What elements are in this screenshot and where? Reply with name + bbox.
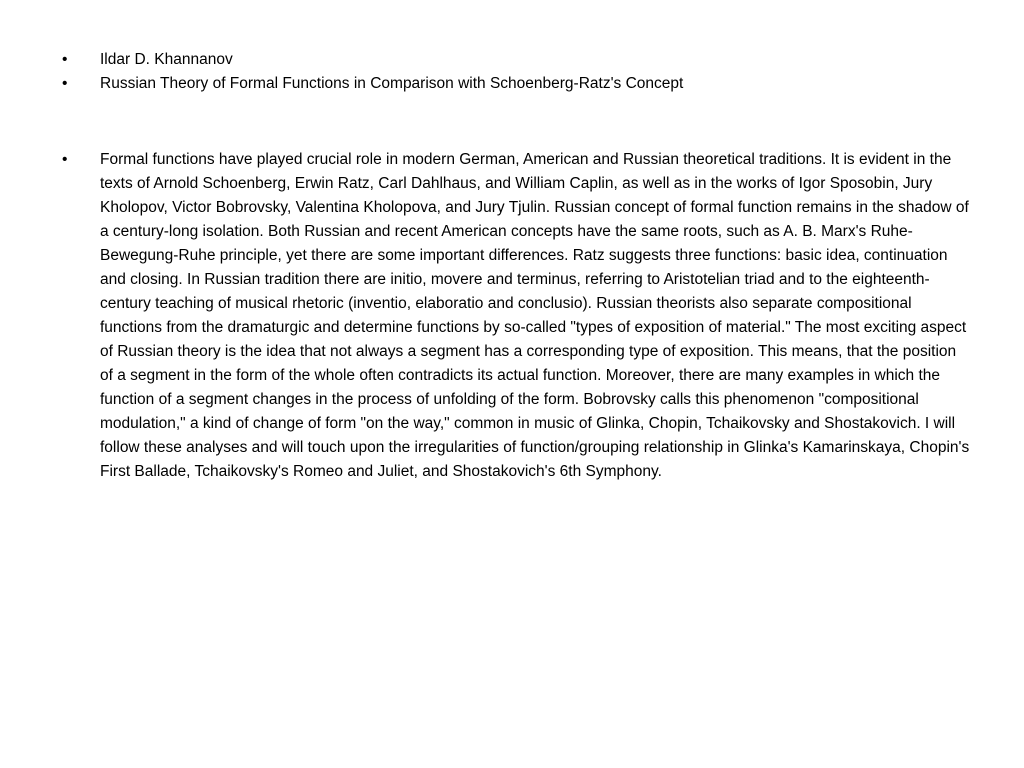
bullet-dot: • — [62, 75, 68, 92]
bullet-dot: • — [62, 51, 68, 68]
title-bullet — [62, 72, 720, 96]
bullet-list — [62, 48, 972, 484]
bullet-dot: • — [62, 151, 68, 168]
abstract-text: Formal functions have played crucial role in modern German, American and Russian theoretical traditions. It is evident in the texts of Arnold Schoenberg, Erwin Ratz, Carl Dahlhaus, and William Caplin, as well as in the works of Igor Sposobin, Jury Kholopov, Victor Bobrovsky, Valentina Kholopova, and Jury Tjulin. Russian concept of formal function remains in the shadow of a century-long isolation. Both Russian and recent American concepts have the same roots, such as A. B. Marx's Ruhe-Bewegung-Ruhe principle, yet there are some important differences. Ratz suggests three functions: basic idea, continuation and closing. In Russian tradition there are initio, movere and terminus, referring to Aristotelian triad and to the eighteenth-century teaching of musical rhetoric (inventio, elaboratio and conclusio). Russian theorists also separate compositional functions from the dramaturgic and determine functions by so-called "types of exposition of material." The most exciting aspect of Russian theory is the idea that not always a segment has a corresponding type of exposition. This means, that the position of a segment in the form of the whole often contradicts its actual function. Moreover, there are many examples in which the function of a segment changes in the process of unfolding of the form. Bobrovsky calls this phenomenon "compositional modulation," a kind of change of form "on the way," common in music of Glinka, Chopin, Tchaikovsky and Shostakovich. I will follow these analyses and will touch upon the irregularities of function/grouping relationship in Glinka's Kamarinskaya, Chopin's First Ballade, Tchaikovsky's Romeo and Juliet, and Shostakovich's 6th Symphony. — [100, 151, 970, 480]
author-name: Ildar D. Khannanov — [100, 51, 233, 68]
presentation-title: Russian Theory of Formal Functions in Comparison with Schoenberg-Ratz's Concept — [100, 75, 684, 92]
author-bullet — [62, 48, 972, 72]
abstract-bullet — [62, 148, 972, 484]
